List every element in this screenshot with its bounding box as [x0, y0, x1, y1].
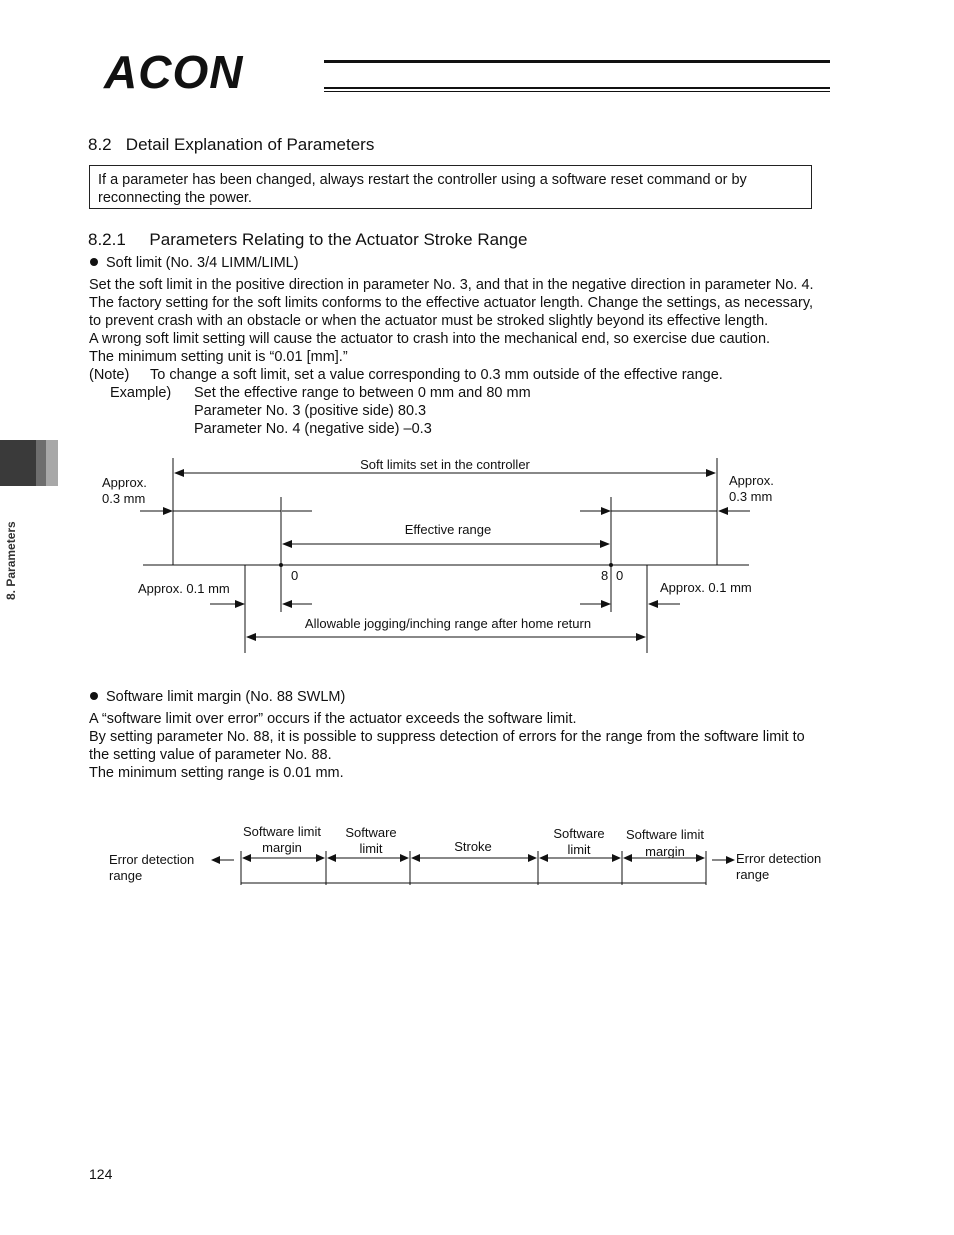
approx-right-label-1: Approx. [729, 473, 774, 488]
notice-line-1: If a parameter has been changed, always restart the controller using a software reset command or by [98, 172, 747, 188]
note-text: To change a soft limit, set a value corresponding to 0.3 mm outside of the effective range. [150, 367, 723, 383]
bullet-dot [90, 692, 98, 700]
soft-limit-diagram [0, 440, 954, 670]
example-line: Parameter No. 4 (negative side) –0.3 [194, 421, 432, 437]
approx-right-label-2: 0.3 mm [729, 489, 773, 504]
approx-01-right-label: Approx. 0.1 mm [660, 580, 752, 595]
paragraph-line: A wrong soft limit setting will cause the actuator to crash into the mechanical end, so exercise due caution. [89, 331, 771, 347]
paragraph-line: The factory setting for the soft limits conforms to the effective actuator length. Change the settings, as necessary, [89, 295, 814, 311]
error-right-label-2: range [736, 867, 770, 882]
error-right-label-1: Error detection [736, 851, 822, 866]
chapter-tab [0, 440, 58, 486]
error-left-label-1: Error detection [109, 852, 195, 867]
stroke-label: Stroke [454, 839, 492, 854]
paragraph-line: A “software limit over error” occurs if the actuator exceeds the software limit. [89, 711, 577, 727]
bullet-soft-limit [90, 255, 299, 271]
chapter-tab-mid [36, 440, 46, 486]
bullet-soft-limit-text: Soft limit (No. 3/4 LIMM/LIML) [106, 255, 299, 271]
bullet-dot [90, 258, 98, 266]
jog-range-label: Allowable jogging/inching range after home return [304, 616, 592, 631]
eighty-point-dot [609, 563, 613, 567]
example-line [89, 384, 814, 402]
paragraph-line: to prevent crash with an obstacle or when the actuator must be stroked slightly beyond its effective length. [89, 313, 769, 329]
margin-left-label-2: margin [262, 840, 302, 855]
chapter-tab-light [46, 440, 58, 486]
error-left-label-2: range [109, 868, 143, 883]
note-line [89, 366, 814, 384]
paragraph-line: The minimum setting unit is “0.01 [mm].” [89, 349, 348, 365]
swl-right-label-1: Software [553, 826, 605, 841]
chapter-tab-dark [0, 440, 36, 486]
soft-limit-paragraph [89, 276, 814, 438]
bullet-software-limit-margin-text: Software limit margin (No. 88 SWLM) [106, 689, 346, 705]
soft-limits-label: Soft limits set in the controller [360, 457, 530, 472]
subsection-title: 8.2.1 Parameters Relating to the Actuator Stroke Range [88, 230, 528, 249]
page-number: 124 [89, 1166, 113, 1182]
swl-right-label-2: limit [567, 842, 591, 857]
logo-text: ACON [104, 46, 244, 98]
paragraph-line: the setting value of parameter No. 88. [89, 747, 332, 763]
effective-range-label: Effective range [404, 522, 492, 537]
paragraph-line: The minimum setting range is 0.01 mm. [89, 765, 344, 781]
eighty-label-0: 0 [616, 568, 624, 583]
example-line-text: Set the effective range to between 0 mm and 80 mm [194, 385, 531, 401]
acon-logo [104, 46, 834, 98]
paragraph-line: By setting parameter No. 88, it is possible to suppress detection of errors for the range from the software limit to [89, 729, 805, 745]
section-title: 8.2 Detail Explanation of Parameters [88, 135, 375, 154]
notice-line-2: reconnecting the power. [98, 190, 252, 206]
eighty-label-8: 8 [601, 568, 609, 583]
paragraph-line: Set the soft limit in the positive direction in parameter No. 3, and that in the negative direction in parameter No. 4. [89, 277, 814, 293]
bullet-software-limit-margin [90, 689, 345, 705]
notice-box [89, 165, 812, 209]
swl-left-label-2: limit [359, 841, 383, 856]
note-label: (Note) [89, 367, 130, 383]
chapter-label: 8. Parameters [4, 521, 18, 600]
approx-01-left-label: Approx. 0.1 mm [138, 581, 230, 596]
approx-left-label-1: Approx. [102, 475, 147, 490]
zero-point-dot [279, 563, 283, 567]
logo-rule-top [324, 60, 830, 63]
zero-label: 0 [291, 568, 299, 583]
logo-rule-bottom-thin [324, 91, 830, 92]
margin-right-label-2: margin [645, 844, 685, 859]
approx-left-label-2: 0.3 mm [102, 491, 146, 506]
example-label: Example) [110, 385, 172, 401]
software-limit-margin-paragraph [89, 710, 805, 782]
logo-rule-bottom [324, 87, 830, 89]
example-line: Parameter No. 3 (positive side) 80.3 [194, 403, 427, 419]
margin-right-label-1: Software limit [625, 827, 705, 842]
swl-left-label-1: Software [345, 825, 397, 840]
margin-left-label-1: Software limit [242, 824, 322, 839]
software-limit-margin-diagram [0, 815, 954, 895]
